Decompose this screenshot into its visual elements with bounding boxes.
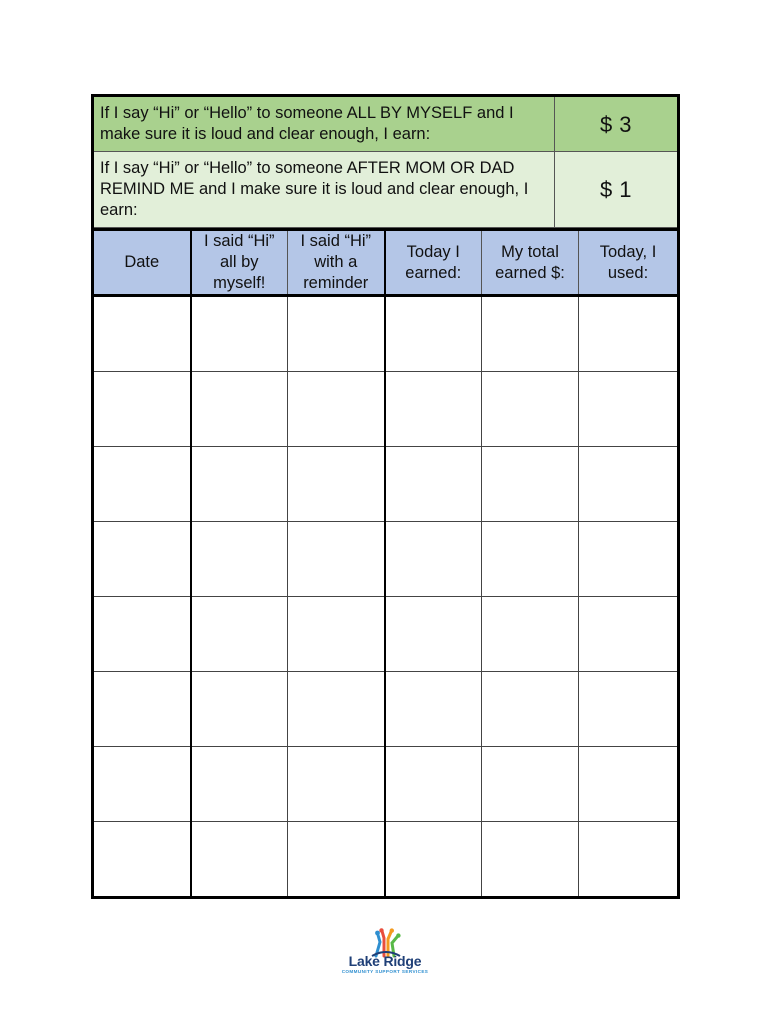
log-cell[interactable] xyxy=(579,447,679,522)
log-cell[interactable] xyxy=(191,822,288,898)
log-cell[interactable] xyxy=(93,522,191,597)
log-cell[interactable] xyxy=(385,372,482,447)
log-cell[interactable] xyxy=(385,822,482,898)
log-cell[interactable] xyxy=(482,296,579,372)
log-cell[interactable] xyxy=(482,822,579,898)
log-row xyxy=(93,296,679,372)
log-cell[interactable] xyxy=(579,522,679,597)
log-row xyxy=(93,747,679,822)
column-header-said-hi-alone: I said “Hi” all by myself! xyxy=(191,230,288,296)
log-cell[interactable] xyxy=(579,372,679,447)
log-cell[interactable] xyxy=(579,747,679,822)
logo-tagline: COMMUNITY SUPPORT SERVICES xyxy=(341,969,429,974)
log-cell[interactable] xyxy=(579,672,679,747)
log-cell[interactable] xyxy=(93,747,191,822)
log-cell[interactable] xyxy=(385,747,482,822)
log-cell[interactable] xyxy=(385,597,482,672)
log-cell[interactable] xyxy=(93,447,191,522)
log-cell[interactable] xyxy=(482,522,579,597)
logo-name: Lake Ridge xyxy=(348,953,422,969)
log-cell[interactable] xyxy=(288,597,385,672)
log-cell[interactable] xyxy=(482,372,579,447)
lake-ridge-logo xyxy=(339,928,431,976)
rule-amount: $ 1 xyxy=(555,152,679,228)
log-cell[interactable] xyxy=(288,447,385,522)
log-cell[interactable] xyxy=(579,597,679,672)
log-cell[interactable] xyxy=(288,522,385,597)
log-cell[interactable] xyxy=(288,747,385,822)
rule-text: If I say “Hi” or “Hello” to someone AFTER MOM OR DAD REMIND ME and I make sure it is loud and clear enough, I earn: xyxy=(93,152,555,228)
column-header-said-hi-reminder: I said “Hi” with a reminder xyxy=(288,230,385,296)
log-cell[interactable] xyxy=(385,672,482,747)
log-cell[interactable] xyxy=(93,672,191,747)
rule-amount: $ 3 xyxy=(555,96,679,152)
log-cell[interactable] xyxy=(191,522,288,597)
log-cell[interactable] xyxy=(191,372,288,447)
log-cell[interactable] xyxy=(579,822,679,898)
log-cell[interactable] xyxy=(385,447,482,522)
log-row xyxy=(93,822,679,898)
log-cell[interactable] xyxy=(482,447,579,522)
column-header-total-earned: My total earned $: xyxy=(482,230,579,296)
log-cell[interactable] xyxy=(191,447,288,522)
log-cell[interactable] xyxy=(288,822,385,898)
log-row xyxy=(93,522,679,597)
log-cell[interactable] xyxy=(482,672,579,747)
log-cell[interactable] xyxy=(288,296,385,372)
rule-text: If I say “Hi” or “Hello” to someone ALL BY MYSELF and I make sure it is loud and clear enough, I earn: xyxy=(93,96,555,152)
log-cell[interactable] xyxy=(191,296,288,372)
rule-row-by-myself xyxy=(93,96,679,152)
log-row xyxy=(93,597,679,672)
column-header-today-used: Today, I used: xyxy=(579,230,679,296)
log-cell[interactable] xyxy=(93,597,191,672)
log-cell[interactable] xyxy=(93,372,191,447)
log-cell[interactable] xyxy=(288,672,385,747)
column-header-date: Date xyxy=(93,230,191,296)
log-cell[interactable] xyxy=(385,522,482,597)
log-header-row xyxy=(93,230,679,296)
log-cell[interactable] xyxy=(191,597,288,672)
log-cell[interactable] xyxy=(288,372,385,447)
log-body xyxy=(93,296,679,898)
log-cell[interactable] xyxy=(482,597,579,672)
log-row xyxy=(93,672,679,747)
log-cell[interactable] xyxy=(482,747,579,822)
log-cell[interactable] xyxy=(385,296,482,372)
log-cell[interactable] xyxy=(93,296,191,372)
log-row xyxy=(93,447,679,522)
log-cell[interactable] xyxy=(579,296,679,372)
behavior-reward-chart xyxy=(91,94,677,899)
daily-log-table xyxy=(91,228,680,899)
earning-rules-table xyxy=(91,94,680,228)
rule-row-with-reminder xyxy=(93,152,679,228)
log-cell[interactable] xyxy=(191,747,288,822)
column-header-today-earned: Today I earned: xyxy=(385,230,482,296)
log-cell[interactable] xyxy=(191,672,288,747)
log-cell[interactable] xyxy=(93,822,191,898)
log-row xyxy=(93,372,679,447)
